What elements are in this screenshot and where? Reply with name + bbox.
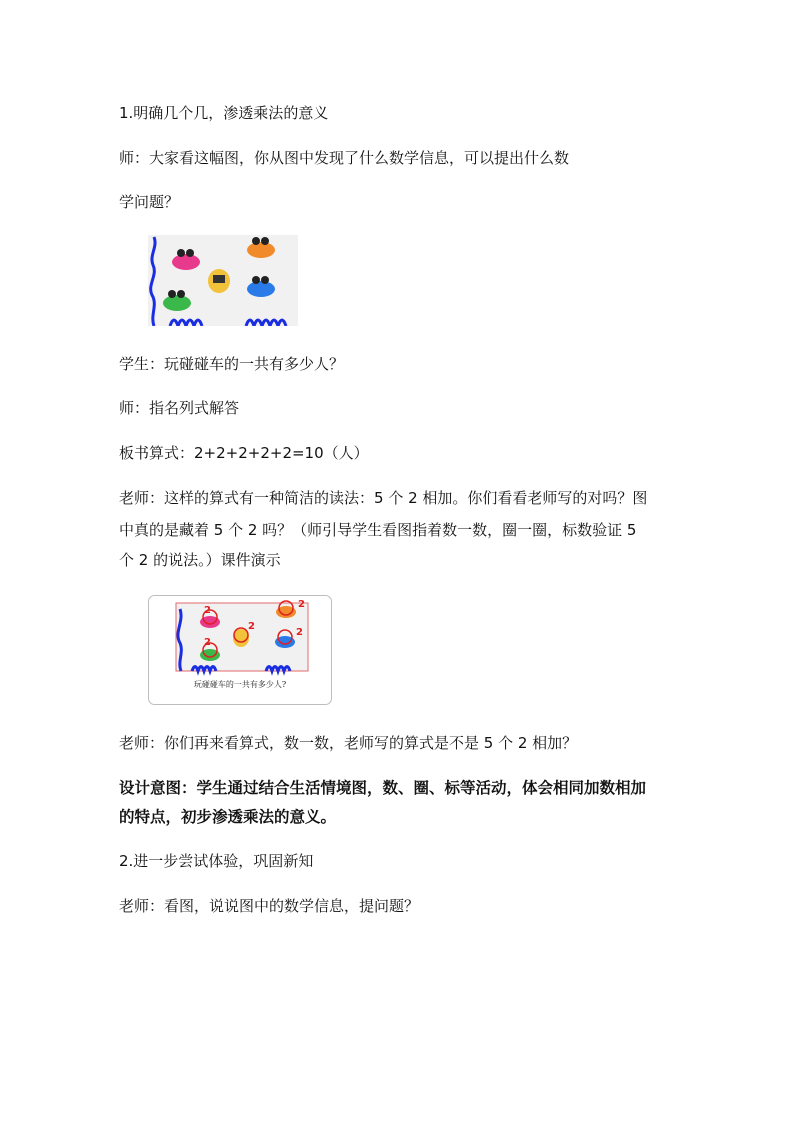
count-label: 2 xyxy=(296,627,303,638)
count-label: 2 xyxy=(248,621,255,632)
design-intent-line-1: 设计意图：学生通过结合生活情境图，数、圈、标等活动，体会相同加数相加 xyxy=(119,779,647,797)
teacher-explanation-line-1: 老师：这样的算式有一种简洁的读法：5 个 2 相加。你们看看老师写的对吗？图 xyxy=(119,489,648,507)
teacher-prompt: 老师：看图，说说图中的数学信息，提问题？ xyxy=(119,897,420,915)
design-intent-line-2: 的特点，初步渗透乘法的意义。 xyxy=(119,808,337,826)
teacher-instruction: 师：指名列式解答 xyxy=(119,399,240,417)
board-equation: 板书算式：2+2+2+2+2=10（人） xyxy=(119,444,369,462)
section-heading-2: 2.进一步尝试体验，巩固新知 xyxy=(119,852,314,870)
courseware-slide-image xyxy=(148,595,332,705)
teacher-explanation-line-2: 中真的是藏着 5 个 2 吗？（师引导学生看图指着数一数，圈一圈，标数验证 5 xyxy=(119,521,637,539)
count-label: 2 xyxy=(298,599,305,610)
slide-caption: 玩碰碰车的一共有多少人? xyxy=(193,680,287,689)
count-label: 2 xyxy=(204,637,211,648)
bumper-cars-image xyxy=(148,235,298,326)
teacher-followup: 老师：你们再来看算式，数一数，老师写的算式是不是 5 个 2 相加？ xyxy=(119,734,578,752)
section-heading-1: 1.明确几个几，渗透乘法的意义 xyxy=(119,104,329,122)
teacher-explanation-line-3: 个 2 的说法。）课件演示 xyxy=(119,551,281,569)
teacher-question-line-2: 学问题？ xyxy=(119,193,180,211)
student-question: 学生：玩碰碰车的一共有多少人？ xyxy=(119,355,345,373)
count-label: 2 xyxy=(204,605,211,616)
teacher-question-line-1: 师：大家看这幅图，你从图中发现了什么数学信息，可以提出什么数 xyxy=(119,149,570,167)
